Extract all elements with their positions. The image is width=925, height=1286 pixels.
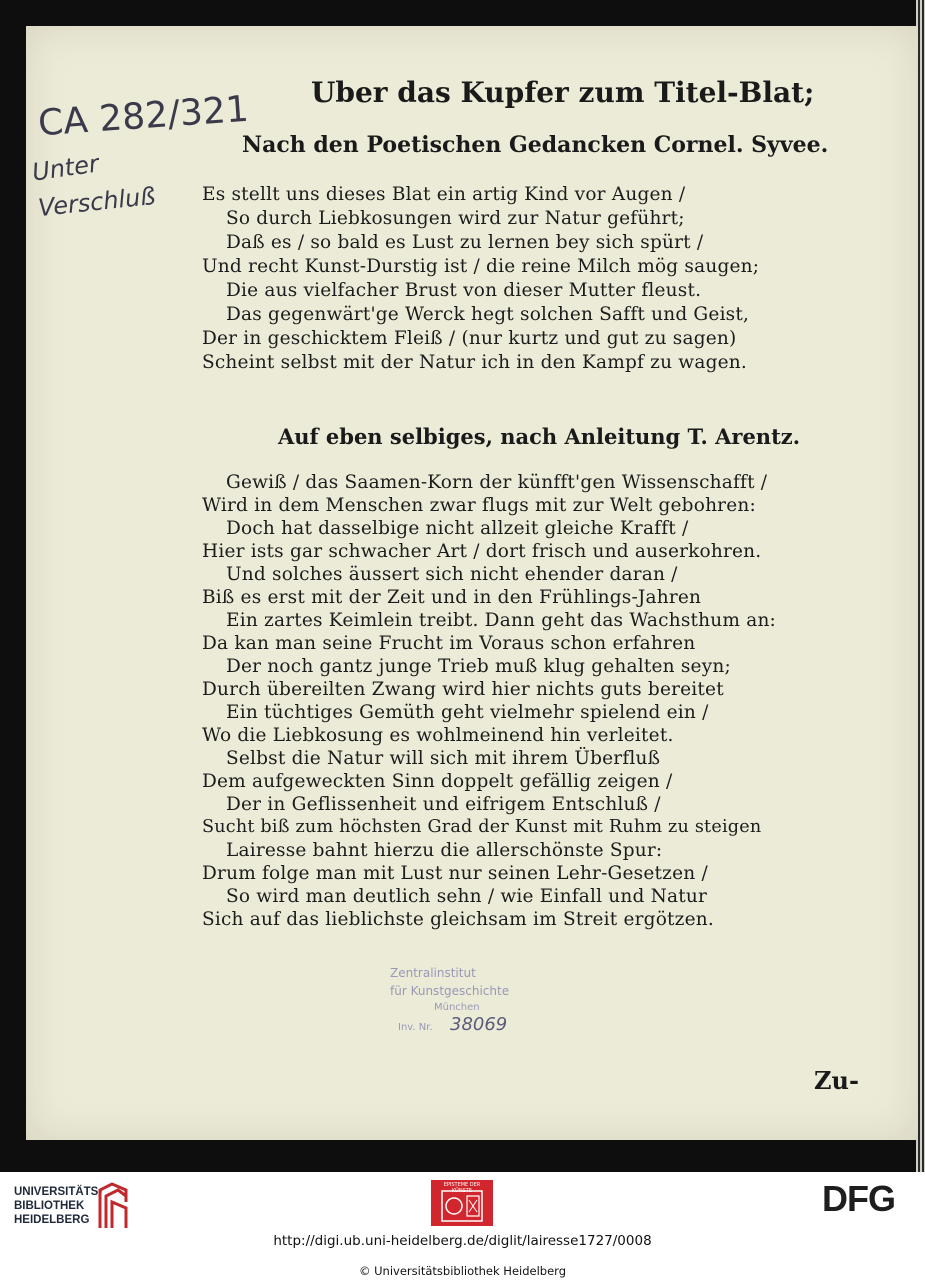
dfg-logo[interactable]: DFG	[822, 1178, 895, 1219]
poem-line: Durch übereilten Zwang wird hier nichts guts bereitet	[202, 679, 724, 700]
poem-line: Und recht Kunst-Durstig ist / die reine Milch mög saugen;	[202, 256, 760, 277]
stamp-line: für Kunstgeschichte	[390, 984, 510, 998]
handwritten-shelfmark: CA 282/321	[36, 88, 250, 145]
ub-logo-line: UNIVERSITÄTS-	[14, 1186, 103, 1198]
poem-line: Hier ists gar schwacher Art / dort frisch und auserkohren.	[202, 541, 762, 562]
stamp-line: München	[434, 1002, 480, 1013]
poem-line: Drum folge man mit Lust nur seinen Lehr-Gesetzen /	[202, 863, 708, 884]
poem-line: Selbst die Natur will sich mit ihrem Überfluß	[226, 748, 661, 769]
stamp-line: Inv. Nr.	[398, 1022, 433, 1033]
poem-line: Biß es erst mit der Zeit und in den Frühlings-Jahren	[202, 587, 702, 608]
poem-line: Sich auf das lieblichste gleichsam im Streit ergötzen.	[202, 909, 714, 930]
poem-line: Der in Geflissenheit und eifrigem Entschluß /	[226, 794, 661, 815]
poem-line: Wird in dem Menschen zwar flugs mit zur Welt gebohren:	[202, 495, 756, 516]
handwritten-note-verschluss: Verschluß	[36, 181, 157, 223]
catchword: Zu-	[814, 1066, 859, 1095]
episteme-logo[interactable]	[431, 1180, 493, 1226]
poem-line: Die aus vielfacher Brust von dieser Mutter fleust.	[226, 280, 702, 301]
poem-line: Der noch gantz junge Trieb muß klug gehalten seyn;	[226, 656, 731, 677]
poem-line: Scheint selbst mit der Natur ich in den Kampf zu wagen.	[202, 352, 747, 373]
library-stamp	[386, 962, 556, 1052]
poem-line: Es stellt uns dieses Blat ein artig Kind vor Augen /	[202, 184, 686, 205]
ub-emblem-icon	[98, 1182, 128, 1230]
poem-line: Ein tüchtiges Gemüth geht vielmehr spielend ein /	[226, 702, 709, 723]
heading-title-copper: Uber das Kupfer zum Titel-Blat;	[311, 76, 815, 109]
poem-line: Der in geschicktem Fleiß / (nur kurtz und gut zu sagen)	[202, 328, 737, 349]
poem-line: Doch hat dasselbige nicht allzeit gleiche Krafft /	[226, 518, 689, 539]
poem-line: Das gegenwärt'ge Werck hegt solchen Safft und Geist,	[226, 304, 750, 325]
poem-line: Lairesse bahnt hierzu die allerschönste Spur:	[226, 840, 663, 861]
ub-logo-line: BIBLIOTHEK	[14, 1200, 85, 1212]
copyright-notice: © Universitätsbibliothek Heidelberg	[358, 1264, 566, 1278]
stamp-line: Zentralinstitut	[390, 966, 476, 980]
poem-line: Daß es / so bald es Lust zu lernen bey sich spürt /	[226, 232, 704, 253]
poem-line: So wird man deutlich sehn / wie Einfall und Natur	[226, 886, 708, 907]
ub-heidelberg-logo[interactable]	[14, 1180, 134, 1230]
poem-line: Sucht biß zum höchsten Grad der Kunst mit Ruhm zu steigen	[202, 817, 762, 837]
episteme-logo-text: EPISTEME DER KÜNSTE	[443, 1182, 481, 1194]
heading-arentz: Auf eben selbiges, nach Anleitung T. Arentz.	[278, 424, 801, 449]
heading-poetic-thoughts: Nach den Poetischen Gedancken Cornel. Syvee.	[242, 132, 829, 158]
permalink-url[interactable]: http://digi.ub.uni-heidelberg.de/diglit/lairesse1727/0008	[273, 1233, 652, 1249]
episteme-emblem-icon	[441, 1190, 483, 1222]
document-page	[26, 26, 918, 1140]
ub-logo-line: HEIDELBERG	[14, 1214, 90, 1226]
poem-line: So durch Liebkosungen wird zur Natur geführt;	[226, 208, 685, 229]
stamp-inventory-number: 38069	[450, 1014, 508, 1035]
poem-line: Da kan man seine Frucht im Voraus schon erfahren	[202, 633, 696, 654]
poem-line: Dem aufgeweckten Sinn doppelt gefällig zeigen /	[202, 771, 673, 792]
poem-line: Ein zartes Keimlein treibt. Dann geht das Wachsthum an:	[226, 610, 776, 631]
poem-line: Und solches äussert sich nicht ehender daran /	[226, 564, 678, 585]
poem-line: Gewiß / das Saamen-Korn der künfft'gen Wissenschafft /	[226, 472, 768, 493]
poem-line: Wo die Liebkosung es wohlmeinend hin verleitet.	[202, 725, 674, 746]
handwritten-note-unter: Unter	[30, 149, 101, 187]
